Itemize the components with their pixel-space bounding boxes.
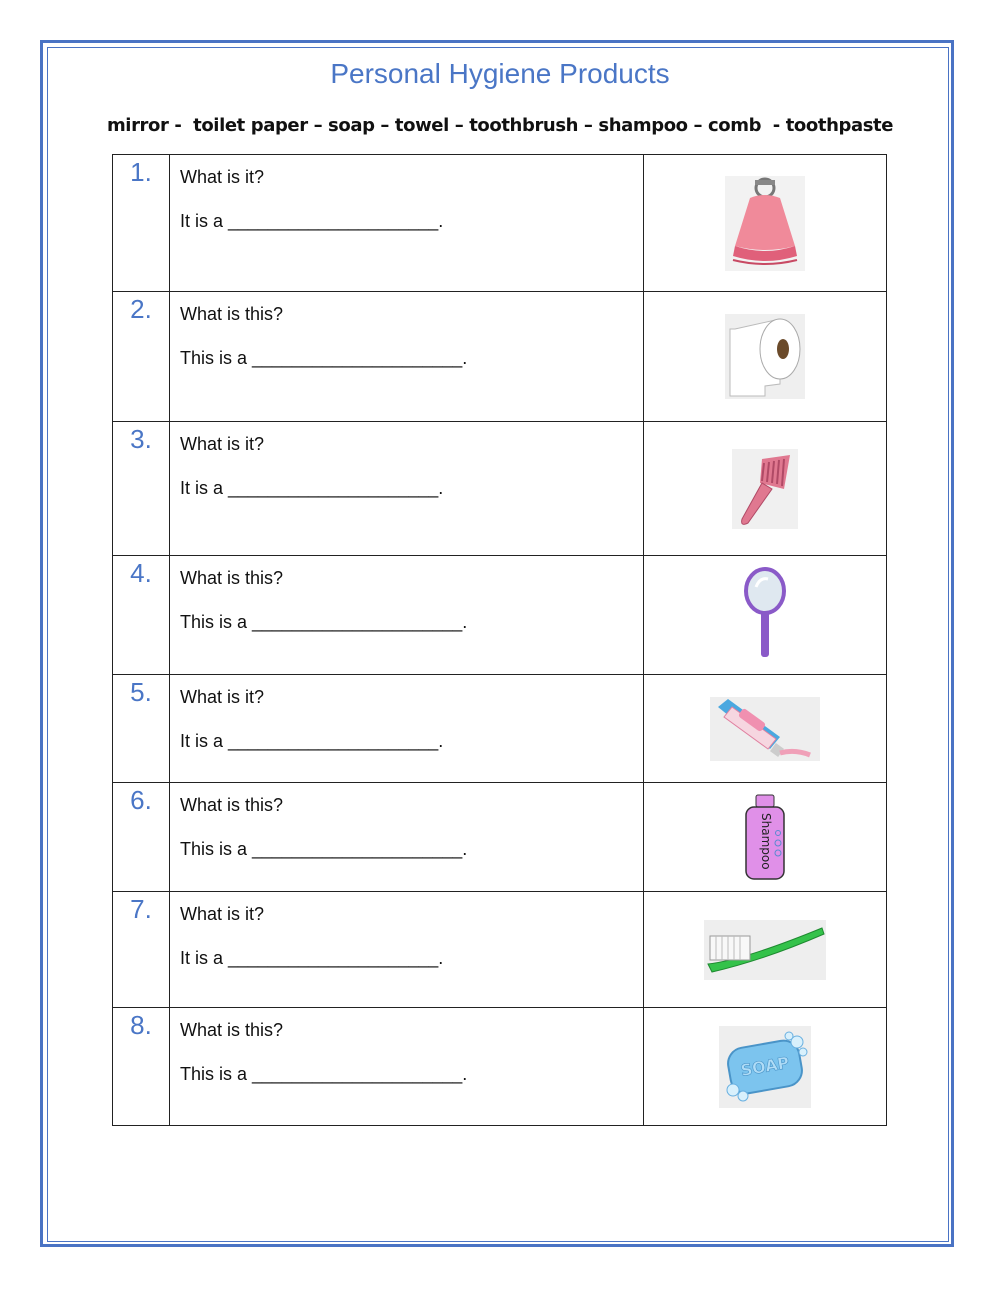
- table-row: [113, 422, 887, 556]
- question-text: What is this?: [180, 568, 284, 588]
- table-row: [113, 155, 887, 292]
- soap-label: SOAP: [739, 1052, 791, 1080]
- question-text: What is it?: [180, 687, 265, 707]
- table-row: [113, 556, 887, 675]
- answer-blank[interactable]: This is a _____________________.: [180, 1064, 468, 1084]
- item-number: 7.: [130, 894, 152, 924]
- question-text: What is it?: [180, 434, 265, 454]
- table-row: [113, 675, 887, 783]
- item-number: 8.: [130, 1010, 152, 1040]
- answer-blank[interactable]: This is a _____________________.: [180, 612, 468, 632]
- toothbrush-icon: [704, 920, 826, 980]
- item-number: 4.: [130, 558, 152, 588]
- item-number: 3.: [130, 424, 152, 454]
- question-text: What is this?: [180, 795, 284, 815]
- question-text: What is it?: [180, 904, 265, 924]
- page-title: Personal Hygiene Products: [330, 58, 670, 89]
- comb-icon: [732, 449, 798, 529]
- shampoo-icon: [740, 793, 790, 881]
- soap-icon: [719, 1026, 811, 1108]
- answer-blank[interactable]: It is a _____________________.: [180, 211, 444, 231]
- question-text: What is this?: [180, 304, 284, 324]
- table-row: [113, 783, 887, 892]
- item-number: 2.: [130, 294, 152, 324]
- shampoo-label: Shampoo: [759, 813, 773, 870]
- mirror-icon: [742, 567, 788, 663]
- toothpaste-icon: [710, 697, 820, 761]
- item-number: 5.: [130, 677, 152, 707]
- answer-blank[interactable]: It is a _____________________.: [180, 948, 444, 968]
- worksheet-table: [112, 154, 887, 1126]
- toilet-paper-icon: [725, 314, 805, 399]
- answer-blank[interactable]: This is a _____________________.: [180, 839, 468, 859]
- table-row: [113, 292, 887, 422]
- answer-blank[interactable]: It is a _____________________.: [180, 478, 444, 498]
- towel-icon: [725, 176, 805, 271]
- word-bank: mirror - toilet paper – soap – towel – toothbrush – shampoo – comb - toothpaste: [106, 115, 894, 136]
- answer-blank[interactable]: This is a _____________________.: [180, 348, 468, 368]
- question-text: What is it?: [180, 167, 265, 187]
- table-row: [113, 892, 887, 1008]
- item-number: 6.: [130, 785, 152, 815]
- question-text: What is this?: [180, 1020, 284, 1040]
- table-row: [113, 1008, 887, 1126]
- answer-blank[interactable]: It is a _____________________.: [180, 731, 444, 751]
- item-number: 1.: [130, 157, 152, 187]
